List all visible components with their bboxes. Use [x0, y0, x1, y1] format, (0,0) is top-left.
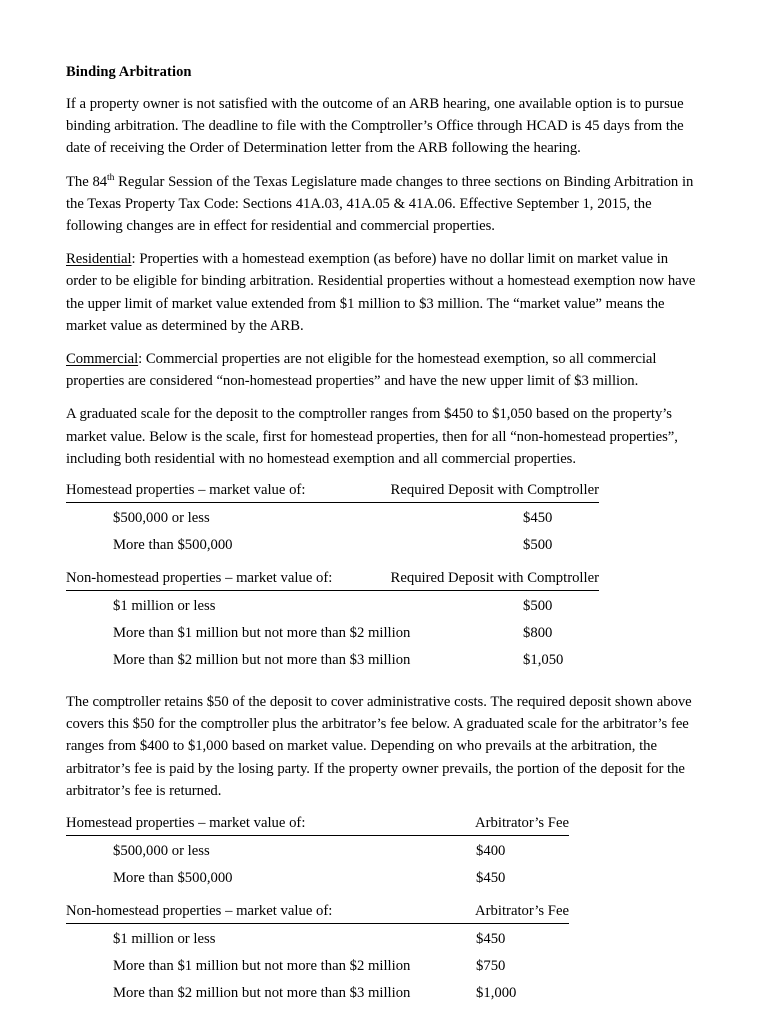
row-value: $1,050: [523, 652, 564, 669]
table-row: [66, 650, 702, 677]
row-value: $450: [523, 510, 553, 527]
row-value: $1,000: [476, 985, 517, 1002]
row-value: $400: [476, 843, 506, 860]
row-value: $800: [523, 625, 553, 642]
table-header-left: Non-homestead properties – market value of:: [66, 570, 333, 587]
row-label: More than $1 million but not more than $2 million: [113, 958, 411, 975]
table-row: [66, 596, 702, 623]
table-row: [66, 956, 702, 983]
legislature-paragraph: [66, 171, 702, 238]
row-label: More than $500,000: [113, 537, 233, 554]
table-header-row: [66, 813, 569, 836]
table-header-left: Homestead properties – market value of:: [66, 815, 306, 832]
row-label: $500,000 or less: [113, 843, 210, 860]
table-row: [66, 929, 702, 956]
row-label: More than $1 million but not more than $2 million: [113, 625, 411, 642]
row-value: $450: [476, 870, 506, 887]
commercial-paragraph: [66, 348, 702, 392]
table-header-right: Arbitrator’s Fee: [475, 903, 569, 920]
page-title: Binding Arbitration: [66, 64, 192, 80]
table-header-left: Non-homestead properties – market value of:: [66, 903, 333, 920]
row-label: More than $500,000: [113, 870, 233, 887]
table-header-left: Homestead properties – market value of:: [66, 482, 306, 499]
table-row: [66, 535, 702, 562]
comptroller-paragraph: The comptroller retains $50 of the deposit to cover administrative costs. The required deposit shown above covers this $50 for the comptroller plus the arbitrator’s fee below. A graduated scale for the arbitrator’s fee ranges from $400 to $1,000 based on market value. Depending on who prevails at the arbitration, the arbitrator’s fee is paid by the losing party. If the property owner prevails, the portion of the deposit for the arbitrator’s fee is returned.: [66, 694, 692, 799]
residential-label: Residential: [66, 251, 132, 268]
intro-paragraph: If a property owner is not satisfied with the outcome of an ARB hearing, one available option is to pursue binding arbitration. The deadline to file with the Comptroller’s Office through HCAD is 45 days from the date of receiving the Order of Determination letter from the ARB following the hearing.: [66, 96, 684, 157]
table-header-row: [66, 901, 569, 924]
row-value: $500: [523, 598, 553, 615]
legislature-text-after: Regular Session of the Texas Legislature made changes to three sections on Binding Arbitration in the Texas Property Tax Code: Sections 41A.03, 41A.05 & 41A.06. Effective September 1, 2015, the following changes are in effect for residential and commercial properties.: [66, 173, 694, 235]
arbitrator-fee-table-homestead: [66, 813, 702, 895]
ordinal-suffix: th: [107, 171, 115, 183]
table-header-right: Required Deposit with Comptroller: [390, 570, 599, 587]
deposit-table-homestead: [66, 480, 702, 562]
commercial-body: : Commercial properties are not eligible for the homestead exemption, so all commercial properties are considered “non-homestead properties” and have the new upper limit of $3 million.: [66, 351, 657, 390]
graduated-scale-paragraph: A graduated scale for the deposit to the comptroller ranges from $450 to $1,050 based on the property’s market value. Below is the scale, first for homestead properties, then for all “non-homestead properties”, including both residential with no homestead exemption and all commercial properties.: [66, 406, 678, 467]
row-label: $1 million or less: [113, 931, 216, 948]
residential-paragraph: [66, 248, 702, 337]
table-header-right: Arbitrator’s Fee: [475, 815, 569, 832]
row-value: $750: [476, 958, 506, 975]
table-row: [66, 983, 702, 1010]
legislature-text-before: The 84: [66, 173, 108, 190]
row-label: $1 million or less: [113, 598, 216, 615]
row-value: $500: [523, 537, 553, 554]
row-label: More than $2 million but not more than $3 million: [113, 985, 411, 1002]
table-row: [66, 508, 702, 535]
row-label: More than $2 million but not more than $3 million: [113, 652, 411, 669]
table-row: [66, 841, 702, 868]
table-header-right: Required Deposit with Comptroller: [390, 482, 599, 499]
table-row: [66, 868, 702, 895]
deposit-table-non-homestead: [66, 568, 702, 677]
commercial-label: Commercial: [66, 351, 139, 368]
row-value: $450: [476, 931, 506, 948]
table-row: [66, 623, 702, 650]
table-header-row: [66, 568, 599, 591]
row-label: $500,000 or less: [113, 510, 210, 527]
residential-body: : Properties with a homestead exemption (as before) have no dollar limit on market value in order to be eligible for binding arbitration. Residential properties without a homestead exemption now have the upper limit of market value extended from $1 million to $3 million. The “market value” means the market value as determined by the ARB.: [66, 251, 696, 334]
table-header-row: [66, 480, 599, 503]
